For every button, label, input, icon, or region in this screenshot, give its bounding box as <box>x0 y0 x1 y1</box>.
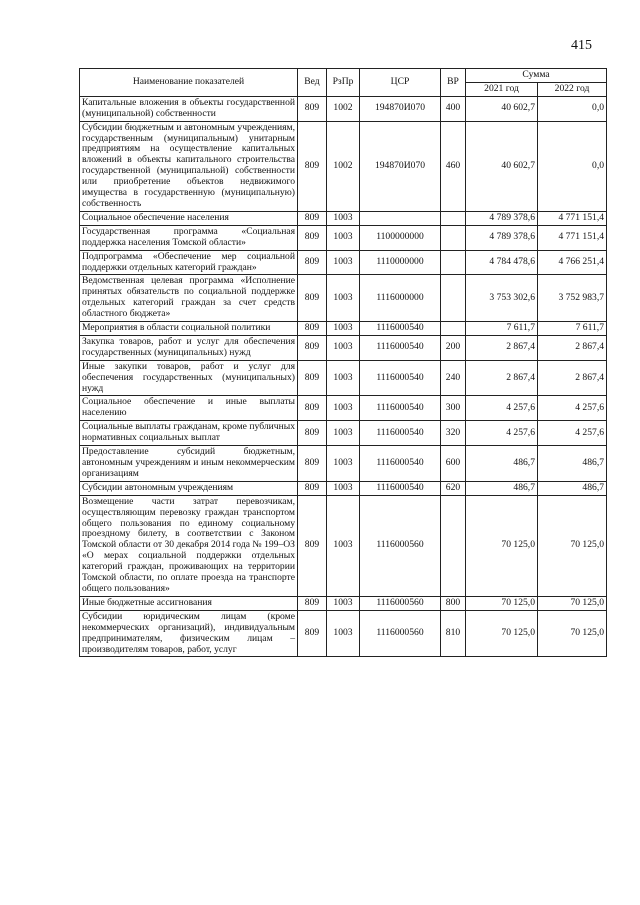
page-number: 415 <box>571 38 592 53</box>
row-rzpr: 1003 <box>327 396 360 421</box>
row-rzpr: 1003 <box>327 495 360 596</box>
table-row <box>80 360 607 396</box>
row-vr: 300 <box>441 396 466 421</box>
table-row <box>80 446 607 482</box>
header-csr: ЦСР <box>360 69 441 97</box>
row-amount-2022: 4 771 151,4 <box>538 225 607 250</box>
row-amount-2021: 4 789 378,6 <box>466 211 538 225</box>
row-vr: 810 <box>441 610 466 657</box>
row-name: Иные бюджетные ассигнования <box>80 596 298 610</box>
row-csr: 1116000540 <box>360 360 441 396</box>
row-csr: 1116000560 <box>360 596 441 610</box>
header-year-2021: 2021 год <box>466 82 538 96</box>
row-name: Иные закупки товаров, работ и услуг для обеспечения государственных (муниципальных) нужд <box>80 360 298 396</box>
row-ved: 809 <box>298 322 327 336</box>
row-rzpr: 1003 <box>327 275 360 322</box>
row-ved: 809 <box>298 275 327 322</box>
header-rzpr: РзПр <box>327 69 360 97</box>
table-row <box>80 250 607 275</box>
row-amount-2022: 4 257,6 <box>538 421 607 446</box>
row-ved: 809 <box>298 596 327 610</box>
row-vr: 460 <box>441 121 466 211</box>
row-ved: 809 <box>298 121 327 211</box>
row-amount-2021: 486,7 <box>466 481 538 495</box>
row-csr: 1100000000 <box>360 225 441 250</box>
table-row <box>80 96 607 121</box>
row-csr: 194870И070 <box>360 121 441 211</box>
row-amount-2022: 70 125,0 <box>538 495 607 596</box>
header-name: Наименование показателей <box>80 69 298 97</box>
row-vr: 400 <box>441 96 466 121</box>
row-vr <box>441 225 466 250</box>
row-ved: 809 <box>298 335 327 360</box>
row-rzpr: 1002 <box>327 121 360 211</box>
row-amount-2022: 486,7 <box>538 446 607 482</box>
row-amount-2022: 0,0 <box>538 96 607 121</box>
row-vr: 200 <box>441 335 466 360</box>
row-name: Субсидии автономным учреждениям <box>80 481 298 495</box>
row-vr: 240 <box>441 360 466 396</box>
header-sum: Сумма <box>466 69 607 83</box>
row-ved: 809 <box>298 481 327 495</box>
row-vr <box>441 322 466 336</box>
row-name: Субсидии юридическим лицам (кроме некоммерческих организаций), индивидуальным предпринимателям, физическим лицам – производителям товаров, работ, услуг <box>80 610 298 657</box>
row-name: Ведомственная целевая программа «Исполнение принятых обязательств по социальной поддержке отдельных категорий граждан за счет средств областного бюджета» <box>80 275 298 322</box>
row-csr: 1116000560 <box>360 610 441 657</box>
row-rzpr: 1003 <box>327 421 360 446</box>
table-row <box>80 322 607 336</box>
row-vr: 620 <box>441 481 466 495</box>
row-rzpr: 1003 <box>327 481 360 495</box>
row-amount-2022: 0,0 <box>538 121 607 211</box>
row-csr: 194870И070 <box>360 96 441 121</box>
budget-table <box>79 68 607 657</box>
table-row <box>80 421 607 446</box>
header-ved: Вед <box>298 69 327 97</box>
row-ved: 809 <box>298 250 327 275</box>
row-amount-2021: 70 125,0 <box>466 610 538 657</box>
table-row <box>80 225 607 250</box>
row-amount-2022: 4 257,6 <box>538 396 607 421</box>
row-amount-2021: 2 867,4 <box>466 335 538 360</box>
row-csr <box>360 211 441 225</box>
row-name: Закупка товаров, работ и услуг для обеспечения государственных (муниципальных) нужд <box>80 335 298 360</box>
row-ved: 809 <box>298 421 327 446</box>
row-name: Капитальные вложения в объекты государственной (муниципальной) собственности <box>80 96 298 121</box>
row-name: Субсидии бюджетным и автономным учреждениям, государственным (муниципальным) унитарным предприятиям на осуществление капитальных вложений в объекты капитального строительства государственной (муниципальной) собственности или приобретение объектов недвижимого имущества в государственную (муниципальную) собственность <box>80 121 298 211</box>
row-amount-2021: 40 602,7 <box>466 96 538 121</box>
row-ved: 809 <box>298 225 327 250</box>
row-name: Социальное обеспечение населения <box>80 211 298 225</box>
row-ved: 809 <box>298 396 327 421</box>
table-row <box>80 211 607 225</box>
row-amount-2021: 4 784 478,6 <box>466 250 538 275</box>
row-amount-2021: 70 125,0 <box>466 495 538 596</box>
row-csr: 1116000540 <box>360 322 441 336</box>
row-name: Мероприятия в области социальной политики <box>80 322 298 336</box>
row-csr: 1116000540 <box>360 396 441 421</box>
row-rzpr: 1003 <box>327 250 360 275</box>
header-year-2022: 2022 год <box>538 82 607 96</box>
row-name: Государственная программа «Социальная поддержка населения Томской области» <box>80 225 298 250</box>
row-rzpr: 1003 <box>327 610 360 657</box>
row-amount-2021: 4 257,6 <box>466 396 538 421</box>
row-rzpr: 1002 <box>327 96 360 121</box>
row-name: Подпрограмма «Обеспечение мер социальной поддержки отдельных категорий граждан» <box>80 250 298 275</box>
row-csr: 1116000540 <box>360 481 441 495</box>
row-name: Социальные выплаты гражданам, кроме публичных нормативных социальных выплат <box>80 421 298 446</box>
row-amount-2022: 3 752 983,7 <box>538 275 607 322</box>
row-ved: 809 <box>298 495 327 596</box>
row-amount-2021: 70 125,0 <box>466 596 538 610</box>
table-row <box>80 121 607 211</box>
row-amount-2022: 2 867,4 <box>538 360 607 396</box>
row-ved: 809 <box>298 446 327 482</box>
row-vr: 320 <box>441 421 466 446</box>
row-vr <box>441 275 466 322</box>
row-amount-2022: 7 611,7 <box>538 322 607 336</box>
header-vr: ВР <box>441 69 466 97</box>
table-row <box>80 335 607 360</box>
row-amount-2021: 4 789 378,6 <box>466 225 538 250</box>
row-amount-2022: 2 867,4 <box>538 335 607 360</box>
row-ved: 809 <box>298 360 327 396</box>
row-ved: 809 <box>298 96 327 121</box>
row-vr: 800 <box>441 596 466 610</box>
row-vr <box>441 211 466 225</box>
row-csr: 1116000000 <box>360 275 441 322</box>
row-vr: 600 <box>441 446 466 482</box>
table-row <box>80 396 607 421</box>
row-csr: 1116000540 <box>360 446 441 482</box>
table-row <box>80 481 607 495</box>
row-vr <box>441 495 466 596</box>
row-rzpr: 1003 <box>327 335 360 360</box>
row-amount-2022: 486,7 <box>538 481 607 495</box>
row-amount-2022: 4 771 151,4 <box>538 211 607 225</box>
row-rzpr: 1003 <box>327 596 360 610</box>
row-csr: 1116000540 <box>360 335 441 360</box>
row-amount-2021: 486,7 <box>466 446 538 482</box>
row-name: Предоставление субсидий бюджетным, автономным учреждениям и иным некоммерческим организациям <box>80 446 298 482</box>
row-csr: 1110000000 <box>360 250 441 275</box>
row-rzpr: 1003 <box>327 225 360 250</box>
row-rzpr: 1003 <box>327 211 360 225</box>
row-amount-2022: 4 766 251,4 <box>538 250 607 275</box>
table-row <box>80 275 607 322</box>
row-ved: 809 <box>298 211 327 225</box>
row-name: Социальное обеспечение и иные выплаты населению <box>80 396 298 421</box>
table-row <box>80 495 607 596</box>
row-rzpr: 1003 <box>327 322 360 336</box>
row-csr: 1116000540 <box>360 421 441 446</box>
row-vr <box>441 250 466 275</box>
table-row <box>80 610 607 657</box>
row-amount-2021: 7 611,7 <box>466 322 538 336</box>
table-body <box>80 96 607 657</box>
row-amount-2022: 70 125,0 <box>538 610 607 657</box>
row-amount-2021: 2 867,4 <box>466 360 538 396</box>
row-ved: 809 <box>298 610 327 657</box>
row-amount-2021: 3 753 302,6 <box>466 275 538 322</box>
table-row <box>80 596 607 610</box>
row-amount-2021: 4 257,6 <box>466 421 538 446</box>
row-amount-2022: 70 125,0 <box>538 596 607 610</box>
row-name: Возмещение части затрат перевозчикам, осуществляющим перевозку граждан транспортом общего пользования по единому социальному проездному билету, в соответствии с Законом Томской области от 30 декабря 2014 года № 199–ОЗ «О мерах социальной поддержки отдельных категорий граждан, проживающих на территории Томской области, по оплате проезда на транспорте общего пользования» <box>80 495 298 596</box>
row-amount-2021: 40 602,7 <box>466 121 538 211</box>
row-rzpr: 1003 <box>327 360 360 396</box>
row-rzpr: 1003 <box>327 446 360 482</box>
row-csr: 1116000560 <box>360 495 441 596</box>
